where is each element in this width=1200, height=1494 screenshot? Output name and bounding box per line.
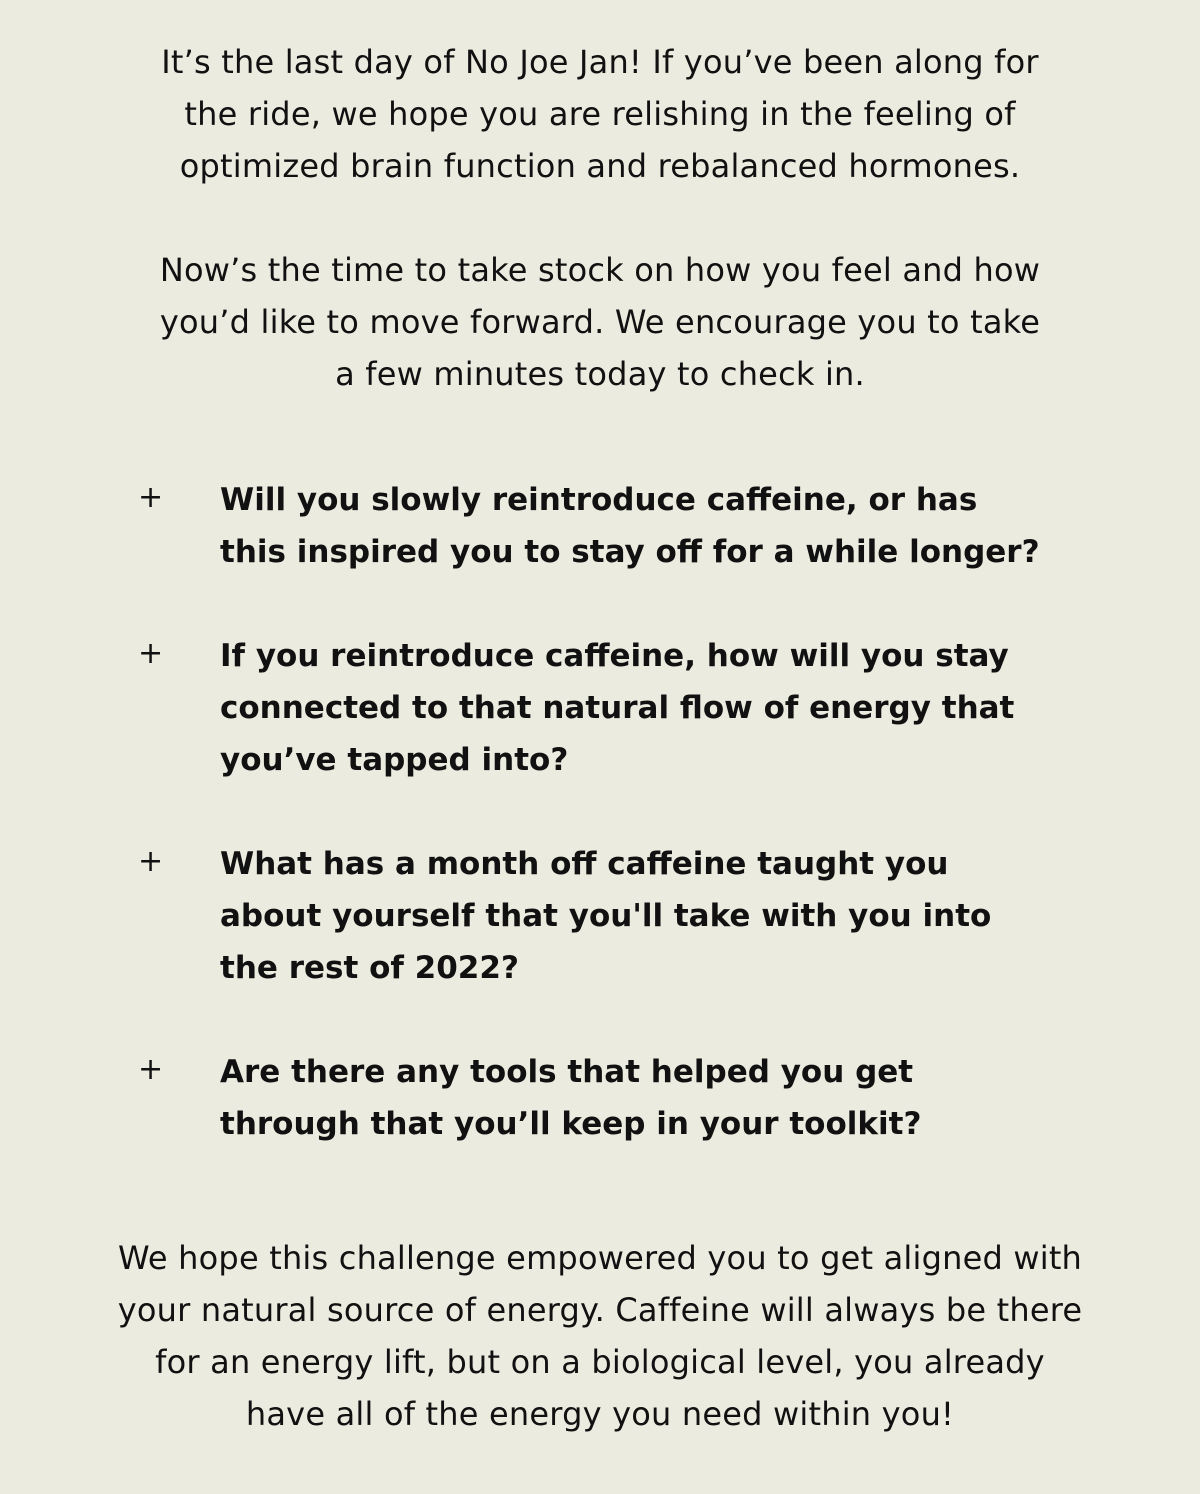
intro-p2-line-3: a few minutes today to check in. <box>335 355 865 393</box>
closing-line-2: your natural source of energy. Caffeine will always be there <box>117 1291 1083 1329</box>
question-2-line-2: connected to that natural flow of energy that <box>220 690 1015 726</box>
question-3-line-3: the rest of 2022? <box>220 950 519 986</box>
reflection-question-list <box>0 474 1200 1202</box>
plus-icon: + <box>138 636 164 671</box>
intro-paragraph-1 <box>0 36 1200 192</box>
question-4-line-1: Are there any tools that helped you get <box>220 1054 914 1090</box>
plus-icon: + <box>138 480 164 515</box>
closing-line-1: We hope this challenge empowered you to get aligned with <box>117 1239 1083 1277</box>
plus-icon: + <box>138 1052 164 1087</box>
question-3-line-1: What has a month off caffeine taught you <box>220 846 949 882</box>
closing-line-3: for an energy lift, but on a biological level, you already <box>155 1343 1045 1381</box>
question-item-2 <box>0 630 1200 786</box>
question-3-line-2: about yourself that you'll take with you into <box>220 898 992 934</box>
question-1-line-2: this inspired you to stay off for a while longer? <box>220 534 1040 570</box>
question-2-line-1: If you reintroduce caffeine, how will you stay <box>220 638 1009 674</box>
intro-p1-line-3: optimized brain function and rebalanced hormones. <box>179 147 1021 185</box>
intro-p2-line-2: you’d like to move forward. We encourage you to take <box>159 303 1041 341</box>
intro-paragraph-2 <box>0 244 1200 400</box>
closing-paragraph <box>0 1232 1200 1440</box>
question-item-3 <box>0 838 1200 994</box>
intro-p1-line-2: the ride, we hope you are relishing in the feeling of <box>184 95 1016 133</box>
intro-p1-line-1: It’s the last day of No Joe Jan! If you’ve been along for <box>161 43 1039 81</box>
question-item-4 <box>0 1046 1200 1150</box>
intro-p2-line-1: Now’s the time to take stock on how you feel and how <box>159 251 1041 289</box>
question-4-line-2: through that you’ll keep in your toolkit? <box>220 1106 922 1142</box>
question-1-line-1: Will you slowly reintroduce caffeine, or has <box>220 482 978 518</box>
closing-line-4: have all of the energy you need within you! <box>245 1395 955 1433</box>
plus-icon: + <box>138 844 164 879</box>
question-item-1 <box>0 474 1200 578</box>
question-2-line-3: you’ve tapped into? <box>220 742 569 778</box>
